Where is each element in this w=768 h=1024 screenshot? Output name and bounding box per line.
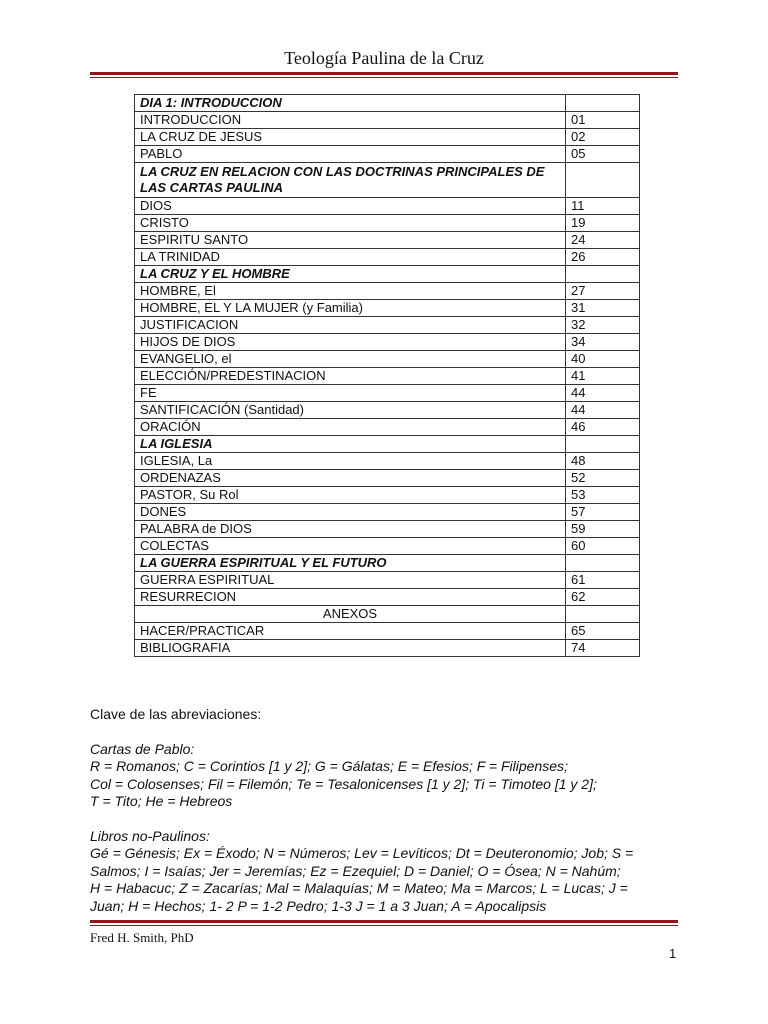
pablo-line: T = Tito; He = Hebreos xyxy=(90,793,233,809)
toc-row xyxy=(135,163,640,198)
nopaulinos-line: Gé = Génesis; Ex = Éxodo; N = Números; Lev = Levíticos; Dt = Deuteronomio; Job; S = xyxy=(90,845,634,861)
page-title: Teología Paulina de la Cruz xyxy=(284,48,484,68)
toc-label: ORACIÓN xyxy=(135,419,566,436)
toc-label: HOMBRE, EL Y LA MUJER (y Familia) xyxy=(135,300,566,317)
toc-row xyxy=(135,640,640,657)
toc-label: LA GUERRA ESPIRITUAL Y EL FUTURO xyxy=(135,555,566,572)
toc-row xyxy=(135,606,640,623)
toc-page-number: 11 xyxy=(566,198,640,215)
toc-page-number: 02 xyxy=(566,129,640,146)
toc-row xyxy=(135,589,640,606)
toc-label: LA IGLESIA xyxy=(135,436,566,453)
toc-page-number xyxy=(566,266,640,283)
toc-label: LA CRUZ EN RELACION CON LAS DOCTRINAS PRINCIPALES DE LAS CARTAS PAULINA xyxy=(135,163,566,198)
toc-label: GUERRA ESPIRITUAL xyxy=(135,572,566,589)
toc-page-number: 44 xyxy=(566,402,640,419)
toc-page-number: 34 xyxy=(566,334,640,351)
pablo-line: Col = Colosenses; Fil = Filemón; Te = Tesalonicenses [1 y 2]; Ti = Timoteo [1 y 2]; xyxy=(90,775,597,792)
toc-label: PASTOR, Su Rol xyxy=(135,487,566,504)
toc-row xyxy=(135,419,640,436)
toc-page-number: 61 xyxy=(566,572,640,589)
toc-label: ORDENAZAS xyxy=(135,470,566,487)
toc-page-number: 27 xyxy=(566,283,640,300)
toc-row xyxy=(135,300,640,317)
toc-label: JUSTIFICACION xyxy=(135,317,566,334)
footer-author: Fred H. Smith, PhD xyxy=(90,930,194,945)
toc-row xyxy=(135,283,640,300)
toc-page-number: 48 xyxy=(566,453,640,470)
toc-page-number: 40 xyxy=(566,351,640,368)
toc-page-number xyxy=(566,163,640,198)
toc-label: EVANGELIO, el xyxy=(135,351,566,368)
toc-row xyxy=(135,112,640,129)
toc-label: PALABRA de DIOS xyxy=(135,521,566,538)
toc-label: IGLESIA, La xyxy=(135,453,566,470)
toc-page-number: 31 xyxy=(566,300,640,317)
toc-page-number: 57 xyxy=(566,504,640,521)
toc-row xyxy=(135,436,640,453)
toc-page-number: 32 xyxy=(566,317,640,334)
toc-page-number: 05 xyxy=(566,146,640,163)
toc-row xyxy=(135,232,640,249)
pablo-heading: Cartas de Pablo: xyxy=(90,740,195,757)
toc-page-number xyxy=(566,436,640,453)
toc-page-number xyxy=(566,555,640,572)
toc-label: DIOS xyxy=(135,198,566,215)
toc-row xyxy=(135,351,640,368)
toc-row xyxy=(135,368,640,385)
toc-page-number: 65 xyxy=(566,623,640,640)
nopaulinos-line: H = Habacuc; Z = Zacarías; Mal = Malaquías; M = Mateo; Ma = Marcos; L = Lucas; J = xyxy=(90,880,628,896)
toc-label: ELECCIÓN/PREDESTINACION xyxy=(135,368,566,385)
toc-row xyxy=(135,555,640,572)
toc-row xyxy=(135,538,640,555)
pablo-line: R = Romanos; C = Corintios [1 y 2]; G = Gálatas; E = Efesios; F = Filipenses; xyxy=(90,758,568,774)
toc-page-number: 60 xyxy=(566,538,640,555)
table-of-contents xyxy=(134,94,640,657)
toc-page-number: 74 xyxy=(566,640,640,657)
toc-page-number: 46 xyxy=(566,419,640,436)
footer-rule xyxy=(90,920,678,926)
toc-page-number: 24 xyxy=(566,232,640,249)
toc-label: DIA 1: INTRODUCCION xyxy=(135,95,566,112)
toc-label: ESPIRITU SANTO xyxy=(135,232,566,249)
toc-row xyxy=(135,215,640,232)
page-number: 1 xyxy=(669,946,677,961)
toc-label: HOMBRE, El xyxy=(135,283,566,300)
toc-row xyxy=(135,249,640,266)
toc-row xyxy=(135,453,640,470)
toc-label: DONES xyxy=(135,504,566,521)
toc-row xyxy=(135,487,640,504)
toc-page-number: 01 xyxy=(566,112,640,129)
toc-page-number: 62 xyxy=(566,589,640,606)
toc-row xyxy=(135,470,640,487)
toc-page-number xyxy=(566,95,640,112)
toc-page-number: 59 xyxy=(566,521,640,538)
toc-row xyxy=(135,95,640,112)
nopaulinos-heading: Libros no-Paulinos: xyxy=(90,827,210,844)
toc-label: HACER/PRACTICAR xyxy=(135,623,566,640)
toc-row xyxy=(135,334,640,351)
nopaulinos-line: Juan; H = Hechos; 1- 2 P = 1-2 Pedro; 1-3 J = 1 a 3 Juan; A = Apocalipsis xyxy=(90,897,547,914)
toc-label: BIBLIOGRAFIA xyxy=(135,640,566,657)
toc-label: COLECTAS xyxy=(135,538,566,555)
toc-label: LA CRUZ DE JESUS xyxy=(135,129,566,146)
toc-label: LA TRINIDAD xyxy=(135,249,566,266)
toc-page-number: 44 xyxy=(566,385,640,402)
header-rule xyxy=(90,72,678,78)
toc-page-number xyxy=(566,606,640,623)
toc-label: ANEXOS xyxy=(135,606,566,623)
toc-row xyxy=(135,198,640,215)
nopaulinos-line: Salmos; I = Isaías; Jer = Jeremías; Ez = Ezequiel; D = Daniel; O = Ósea; N = Nahúm; xyxy=(90,862,621,879)
toc-page-number: 26 xyxy=(566,249,640,266)
toc-label: RESURRECION xyxy=(135,589,566,606)
toc-page-number: 41 xyxy=(566,368,640,385)
toc-label: CRISTO xyxy=(135,215,566,232)
key-heading: Clave de las abreviaciones: xyxy=(90,706,262,722)
toc-row xyxy=(135,266,640,283)
toc-row xyxy=(135,129,640,146)
toc-row xyxy=(135,521,640,538)
abbreviation-key xyxy=(90,706,690,915)
toc-row xyxy=(135,504,640,521)
toc-row xyxy=(135,146,640,163)
toc-row xyxy=(135,385,640,402)
toc-label: SANTIFICACIÓN (Santidad) xyxy=(135,402,566,419)
toc-page-number: 52 xyxy=(566,470,640,487)
toc-row xyxy=(135,402,640,419)
toc-label: LA CRUZ Y EL HOMBRE xyxy=(135,266,566,283)
toc-page-number: 19 xyxy=(566,215,640,232)
toc-label: INTRODUCCION xyxy=(135,112,566,129)
toc-label: FE xyxy=(135,385,566,402)
toc-label: HIJOS DE DIOS xyxy=(135,334,566,351)
toc-row xyxy=(135,572,640,589)
toc-label: PABLO xyxy=(135,146,566,163)
toc-row xyxy=(135,317,640,334)
toc-page-number: 53 xyxy=(566,487,640,504)
toc-row xyxy=(135,623,640,640)
